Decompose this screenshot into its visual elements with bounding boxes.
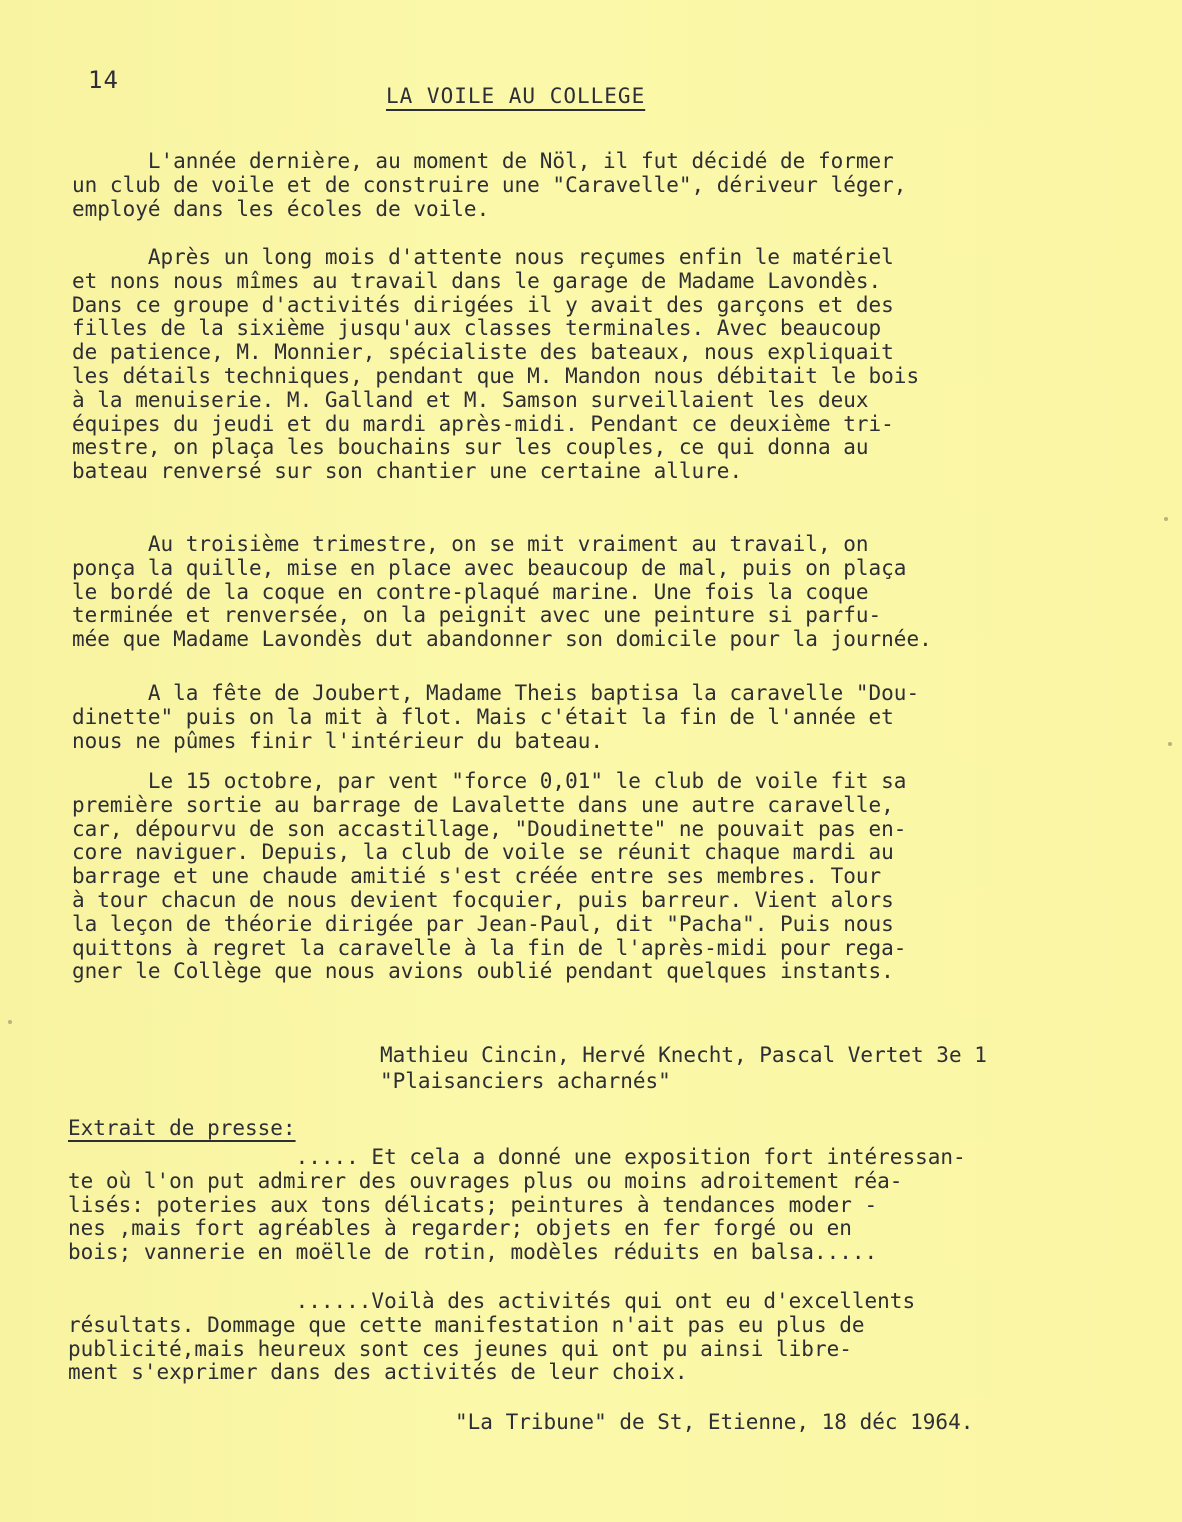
article-paragraph-5: Le 15 octobre, par vent "force 0,01" le club de voile fit sa première sortie au barrage de Lavalette dans une autre caravelle, car, dépourvu de son accastillage, "Doudinette" ne pouvait pas en- core naviguer. Depuis, la club de voile se réunit chaque mardi au barrage et une chaude amitié s'est créée entre ses membres. Tour à tour chacun de nous devient focquier, puis barreur. Vient alors la leçon de théorie dirigée par Jean-Paul, dit "Pacha". Puis nous quittons à regret la caravelle à la fin de l'après-midi pour rega- gner le Collège que nous avions oublié pendant quelques instants. (72, 769, 907, 984)
article-paragraph-1: L'année dernière, au moment de Nöl, il fut décidé de former un club de voile et de construire une "Caravelle", dériveur léger, employé dans les écoles de voile. (72, 149, 907, 221)
signature-block (380, 1042, 987, 1094)
paper-speck (1168, 742, 1172, 746)
press-paragraph-1: ..... Et cela a donné une exposition fort intéressan- te où l'on put admirer des ouvrages plus ou moins adroitement réa- lisés: poteries aux tons délicats; peintures à tendances moder - nes ,mais fort agréables à regarder; objets en fer forgé ou en bois; vannerie en moëlle de rotin, modèles réduits en balsa..... (68, 1145, 966, 1265)
paper-speck (8, 1020, 12, 1024)
page-number: 14 (88, 66, 119, 94)
article-title: LA VOILE AU COLLEGE (386, 84, 646, 108)
press-heading: Extrait de presse: (68, 1116, 296, 1140)
press-paragraph-2: ......Voilà des activités qui ont eu d'excellents résultats. Dommage que cette manifestation n'ait pas eu plus de publicité,mais heureux sont ces jeunes qui ont pu ainsi libre- ment s'exprimer dans des activités de leur choix. (68, 1289, 916, 1385)
authors-nickname: "Plaisanciers acharnés" (380, 1069, 671, 1093)
article-paragraph-2: Après un long mois d'attente nous reçumes enfin le matériel et nons nous mîmes au travail dans le garage de Madame Lavondès. Dans ce groupe d'activités dirigées il y avait des garçons et des filles de la sixième jusqu'aux classes terminales. Avec beaucoup de patience, M. Monnier, spécialiste des bateaux, nous expliquait les détails techniques, pendant que M. Mandon nous débitait le bois à la menuiserie. M. Galland et M. Samson surveillaient les deux équipes du jeudi et du mardi après-midi. Pendant ce deuxième tri- mestre, on plaça les bouchains sur les couples, ce qui donna au bateau renversé sur son chantier une certaine allure. (72, 245, 920, 484)
article-paragraph-3: Au troisième trimestre, on se mit vraiment au travail, on ponça la quille, mise en place avec beaucoup de mal, puis on plaça le bordé de la coque en contre-plaqué marine. Une fois la coque terminée et renversée, on la peignit avec une peinture si parfu- mée que Madame Lavondès dut abandonner son domicile pour la journée. (72, 532, 932, 652)
article-paragraph-4: A la fête de Joubert, Madame Theis baptisa la caravelle "Dou- dinette" puis on la mit à flot. Mais c'était la fin de l'année et nous ne pûmes finir l'intérieur du bateau. (72, 681, 920, 753)
paper-speck (1164, 517, 1168, 521)
authors: Mathieu Cincin, Hervé Knecht, Pascal Vertet 3e 1 (380, 1043, 987, 1067)
press-source: "La Tribune" de St, Etienne, 18 déc 1964. (455, 1410, 974, 1434)
